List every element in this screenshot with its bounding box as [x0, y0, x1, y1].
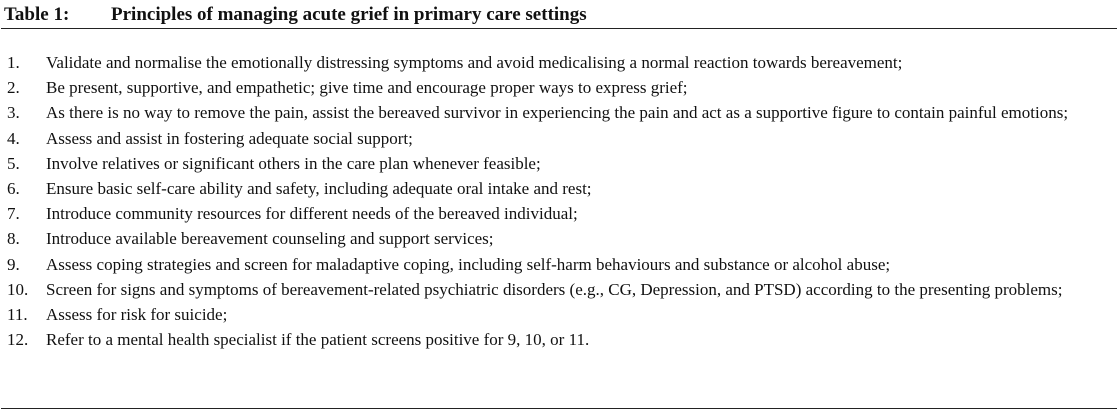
- list-item: [1, 201, 1117, 226]
- list-item: [1, 126, 1117, 151]
- item-text: Screen for signs and symptoms of bereavement-related psychiatric disorders (e.g., CG, Depression, and PTSD) according to the presenting problems;: [46, 279, 1063, 299]
- item-text: Assess for risk for suicide;: [46, 305, 228, 325]
- item-text: As there is no way to remove the pain, assist the bereaved survivor in experiencing the pain and act as a supportive figure to contain painful emotions;: [46, 103, 1069, 123]
- item-text: Involve relatives or significant others in the care plan whenever feasible;: [46, 153, 541, 173]
- item-text: Introduce available bereavement counseling and support services;: [46, 229, 494, 249]
- item-number: 5.: [7, 153, 20, 173]
- item-number: 8.: [7, 229, 20, 249]
- table-title: Principles of managing acute grief in primary care settings: [111, 4, 587, 25]
- list-item: [1, 176, 1117, 201]
- item-number: 3.: [7, 103, 20, 123]
- item-number: 7.: [7, 204, 20, 224]
- item-text: Assess and assist in fostering adequate social support;: [46, 128, 413, 148]
- item-text: Assess coping strategies and screen for maladaptive coping, including self-harm behaviours and substance or alcohol abuse;: [46, 254, 891, 274]
- item-number: 11.: [7, 305, 28, 325]
- list-item: [1, 252, 1117, 277]
- item-number: 2.: [7, 78, 20, 98]
- item-number: 1.: [7, 53, 20, 72]
- item-text: Ensure basic self-care ability and safety, including adequate oral intake and rest;: [46, 179, 592, 199]
- list-item: [1, 100, 1117, 125]
- principles-list: [1, 29, 1117, 352]
- list-item: [1, 151, 1117, 176]
- item-text: Be present, supportive, and empathetic; give time and encourage proper ways to express grief;: [46, 78, 688, 98]
- table-label: Table 1:: [4, 4, 70, 25]
- item-text: Validate and normalise the emotionally distressing symptoms and avoid medicalising a normal reaction towards bereavement;: [46, 53, 903, 72]
- list-item: [1, 75, 1117, 100]
- item-number: 12.: [7, 330, 29, 350]
- list-item: [1, 277, 1117, 302]
- list-item: [1, 226, 1117, 251]
- item-number: 6.: [7, 179, 20, 199]
- item-text: Refer to a mental health specialist if the patient screens positive for 9, 10, or 11.: [46, 330, 590, 350]
- item-text: Introduce community resources for different needs of the bereaved individual;: [46, 204, 578, 224]
- list-item: [1, 327, 1117, 352]
- list-item: [1, 302, 1117, 327]
- item-number: 9.: [7, 254, 20, 274]
- item-number: 4.: [7, 128, 20, 148]
- table-caption: [1, 0, 1117, 28]
- item-number: 10.: [7, 279, 29, 299]
- principles-table: [1, 0, 1117, 412]
- table-bottom-rule: [1, 408, 1117, 409]
- list-item: [1, 50, 1117, 75]
